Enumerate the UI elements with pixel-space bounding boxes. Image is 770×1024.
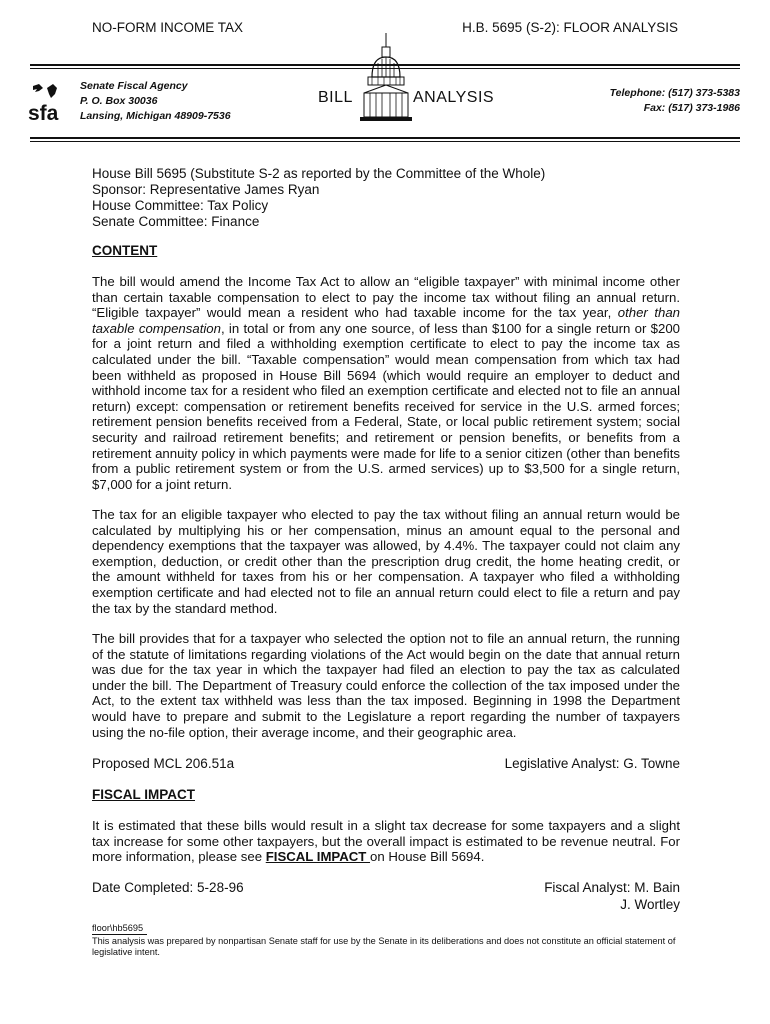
banner-bill: BILL — [318, 89, 353, 106]
proposed-mcl: Proposed MCL 206.51a — [92, 756, 235, 771]
fiscal-paragraph — [92, 818, 680, 865]
letterhead-rule — [30, 137, 740, 139]
fiscal-impact-heading: FISCAL IMPACT — [92, 787, 195, 802]
agency-block — [80, 79, 231, 124]
agency-box: P. O. Box 30036 — [80, 95, 158, 107]
sfa-logo — [27, 82, 75, 124]
letterhead-rule-thin — [30, 141, 740, 142]
content-p2: The tax for an eligible taxpayer who elected to pay the tax without filing an annual return would be calculated by multiplying his or her compensation, minus an amount equal to the personal and dependency exemptions that the taxpayer was allowed, by 4.4%. The taxpayer could not claim any exemption, deduction, or credit other than the prescription drug credit, the home heating credit, or the amount withheld for taxes from his or her compensation. A taxpayer who filed a withholding exemption certificate and had elected not to file an annual return could elect to file a return and pay the tax by the standard method. — [92, 507, 680, 616]
content-paragraph-1 — [92, 274, 680, 492]
fiscal-p1-end: on House Bill 5694. — [370, 849, 485, 865]
content-p1-end: , in total or from any one source, of less than $100 for a single return or $200 for a joint return and filed a withholding exemption certificate to elect to pay the income tax as calculated under the bill. “Taxable compensation” would mean compensation from which tax had been withheld as proposed in House Bill 5694 (which would require an employer to deduct and withhold income tax for a resident who filed an exemption certificate and elected not to file an annual return) except: compensation or retirement benefits received for service in the U.S. armed forces; retirement pension benefits received from a Federal, State, or local public retirement system; social security and railroad retirement benefits; and retirement or pension benefits, or benefits from a retirement annuity policy in which payments were made for life to a senior citizen (other than benefits from a public retirement system or from the U.S. armed services) up to $3,500 for a single return, $7,000 for a joint return. — [92, 320, 680, 492]
legislative-analyst: Legislative Analyst: G. Towne — [504, 756, 680, 771]
footer-rule — [92, 934, 147, 935]
fiscal-p1-start: It is estimated that these bills would result in a slight tax decrease for some taxpayers and a slight tax increase for some other taxpayers, but the overall impact is estimated to be revenue neutral. For more information, please see — [92, 818, 680, 865]
bill-info-sponsor: Sponsor: Representative James Ryan — [92, 182, 320, 197]
fiscal-impact-link[interactable]: FISCAL IMPACT — [265, 849, 371, 865]
mcl-row — [92, 756, 680, 772]
content-paragraph-2 — [92, 507, 680, 616]
content-heading: CONTENT — [92, 243, 158, 258]
banner-analysis: ANALYSIS — [413, 89, 495, 106]
bill-info-senate-committee: Senate Committee: Finance — [92, 214, 260, 229]
agency-name: Senate Fiscal Agency — [80, 80, 188, 92]
date-row — [92, 879, 680, 913]
fiscal-analyst-1: Fiscal Analyst: M. Bain — [544, 880, 680, 895]
date-completed: Date Completed: 5-28-96 — [92, 880, 244, 895]
header-bill-number: H.B. 5695 (S-2): FLOOR ANALYSIS — [462, 20, 678, 35]
capitol-dome-icon — [360, 33, 412, 129]
bill-info-house-committee: House Committee: Tax Policy — [92, 198, 269, 213]
agency-city: Lansing, Michigan 48909-7536 — [80, 110, 231, 122]
sfa-logo-text: sfa — [28, 102, 59, 124]
bill-info — [92, 166, 680, 230]
contact-fax: Fax: (517) 373-1986 — [643, 102, 740, 114]
content-p1-italic: other than taxable compensation — [92, 305, 680, 336]
contact-telephone: Telephone: (517) 373-5383 — [609, 87, 740, 99]
content-paragraph-3 — [92, 631, 680, 740]
fiscal-analyst-2: J. Wortley — [620, 897, 680, 912]
bill-info-title: House Bill 5695 (Substitute S-2 as reported by the Committee of the Whole) — [92, 166, 546, 181]
footer-disclaimer: This analysis was prepared by nonpartisan Senate staff for use by the Senate in its deliberations and does not constitute an official statement of legislative intent. — [92, 936, 676, 957]
content-p3: The bill provides that for a taxpayer who selected the option not to file an annual return, the running of the statute of limitations regarding violations of the Act would begin on the date that annual return was due for the tax year in which the taxpayer had filed an election to pay the tax as calculated under the bill. The Department of Treasury could enforce the collection of the tax imposed under the Act, to the extent tax withheld was less than the tax imposed. Beginning in 1998 the Department would have to prepare and submit to the Legislature a report regarding the number of taxpayers using the no-file option, their average income, and their geographic area. — [92, 631, 680, 740]
content-p1-start: The bill would amend the Income Tax Act to allow an “eligible taxpayer” with minimal income other than certain taxable compensation to elect to pay the income tax without filing an annual return. “Eligible taxpayer” would mean a resident who had taxable income for the tax year, — [92, 274, 680, 321]
contact-block — [610, 86, 740, 116]
header-title: NO-FORM INCOME TAX — [92, 20, 243, 35]
fiscal-analysts — [544, 879, 680, 913]
footer-file: floor\hb5695 — [92, 923, 144, 933]
